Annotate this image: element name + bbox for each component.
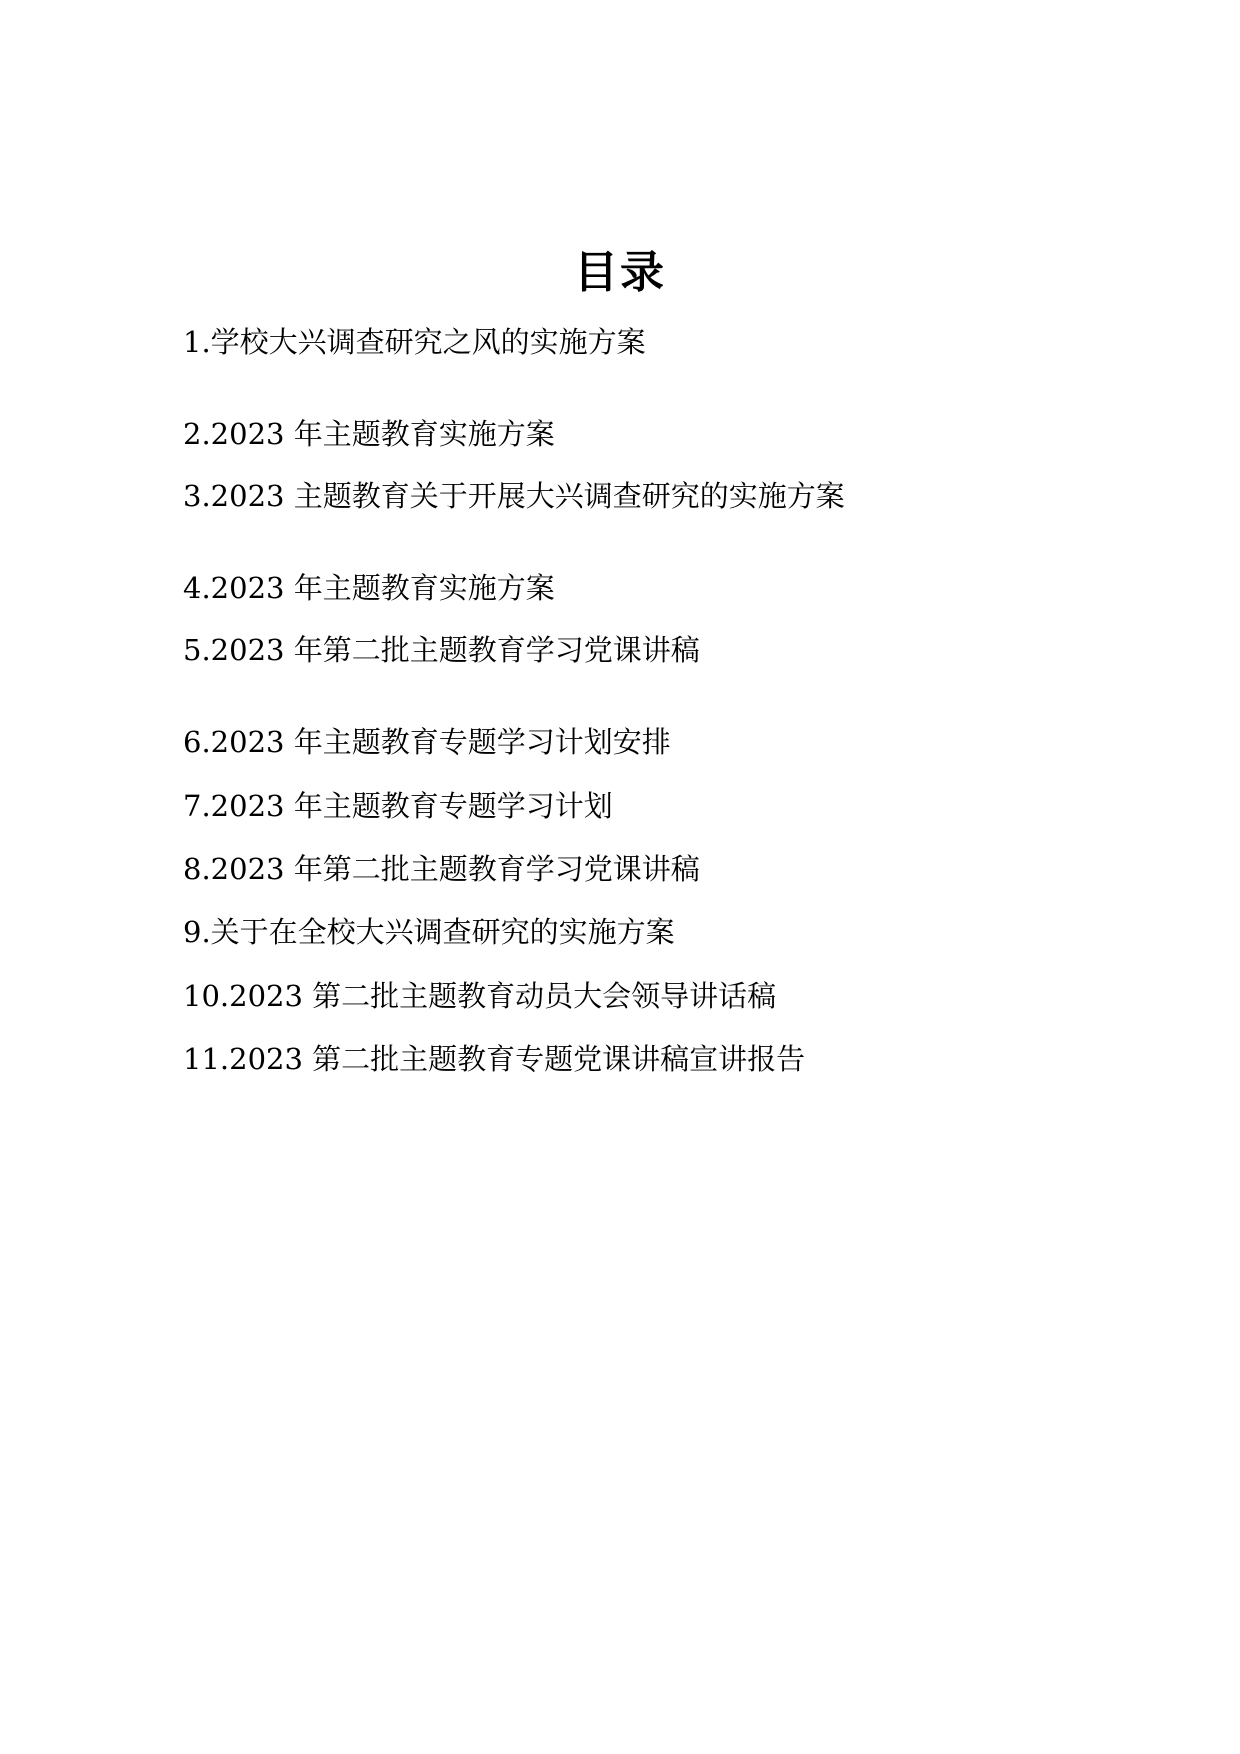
toc-item: 6.2023 年主题教育专题学习计划安排 [183, 725, 671, 759]
toc-title: 目录 [574, 247, 666, 298]
toc-item: 10.2023 第二批主题教育动员大会领导讲话稿 [183, 979, 777, 1013]
toc-item: 9.关于在全校大兴调查研究的实施方案 [183, 915, 675, 949]
toc-item: 7.2023 年主题教育专题学习计划 [183, 789, 613, 823]
toc-item: 4.2023 年主题教育实施方案 [183, 571, 555, 605]
toc-item: 3.2023 主题教育关于开展大兴调查研究的实施方案 [183, 479, 845, 513]
toc-item: 11.2023 第二批主题教育专题党课讲稿宣讲报告 [183, 1042, 806, 1076]
toc-item: 1.学校大兴调查研究之风的实施方案 [183, 325, 646, 359]
toc-item: 8.2023 年第二批主题教育学习党课讲稿 [183, 852, 700, 886]
toc-item: 5.2023 年第二批主题教育学习党课讲稿 [183, 633, 700, 667]
toc-item: 2.2023 年主题教育实施方案 [183, 417, 555, 451]
